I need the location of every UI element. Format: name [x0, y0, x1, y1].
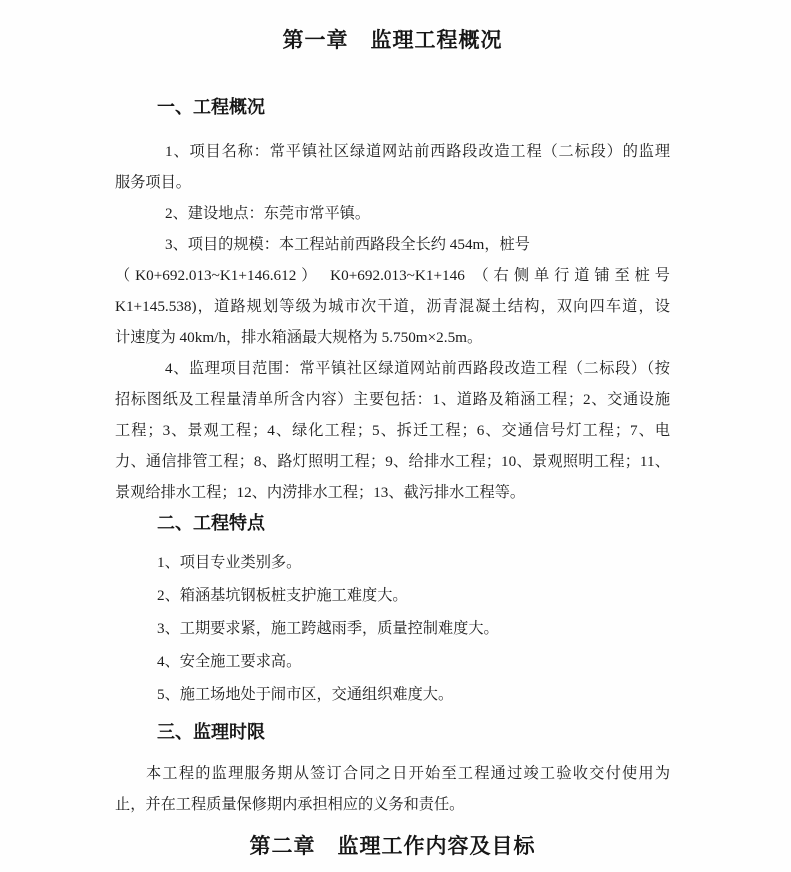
list-item: 3、工期要求紧，施工跨越雨季，质量控制难度大。 [157, 620, 499, 637]
paragraph [115, 136, 670, 198]
document-content [115, 26, 670, 862]
paragraph-line: （K0+692.013~K1+146.612） K0+692.013~K1+146 （右侧单行道铺至桩号 [115, 267, 670, 284]
paragraph-line: K1+145.538)，道路规划等级为城市次干道，沥青混凝土结构，双向四车道，设 [115, 298, 670, 315]
paragraph-line: 1、项目名称：常平镇社区绿道网站前西路段改造工程（二标段）的监理 [165, 143, 670, 160]
paragraph-line: 3、项目的规模：本工程站前西路段全长约 454m，桩号 [165, 236, 530, 253]
list-item: 5、施工场地处于闹市区，交通组织难度大。 [157, 686, 454, 703]
paragraph-line: 本工程的监理服务期从签订合同之日开始至工程通过竣工验收交付使用为 [146, 765, 670, 782]
paragraph-line: 招标图纸及工程量清单所含内容）主要包括：1、道路及箱涵工程；2、交通设施 [115, 391, 670, 408]
paragraph [115, 229, 670, 353]
list-item: 2、箱涵基坑钢板桩支护施工难度大。 [157, 587, 408, 604]
chapter-title: 第一章 监理工程概况 [282, 29, 503, 52]
section-heading: 二、工程特点 [157, 513, 265, 533]
paragraph-line: 计速度为 40km/h，排水箱涵最大规格为 5.750m×2.5m。 [115, 329, 483, 346]
chapter-title: 第二章 监理工作内容及目标 [249, 835, 536, 858]
paragraph-line: 工程；3、景观工程；4、绿化工程；5、拆迁工程；6、交通信号灯工程；7、电 [115, 422, 670, 439]
section-heading: 三、监理时限 [157, 722, 265, 742]
list-item: 1、项目专业类别多。 [157, 554, 302, 571]
paragraph [115, 198, 670, 229]
paragraph-line: 服务项目。 [115, 174, 191, 191]
section-heading: 一、工程概况 [157, 97, 265, 117]
paragraph-line: 景观给排水工程；12、内涝排水工程；13、截污排水工程等。 [115, 484, 526, 501]
paragraph [115, 758, 670, 820]
paragraph-line: 4、监理项目范围：常平镇社区绿道网站前西路段改造工程（二标段）（按 [165, 360, 670, 377]
paragraph-line: 2、建设地点：东莞市常平镇。 [165, 205, 371, 222]
list-item: 4、安全施工要求高。 [157, 653, 302, 670]
paragraph [115, 353, 670, 508]
paragraph-line: 力、通信排管工程；8、路灯照明工程；9、给排水工程；10、景观照明工程；11、 [115, 453, 670, 470]
paragraph-line: 止，并在工程质量保修期内承担相应的义务和责任。 [115, 796, 465, 813]
